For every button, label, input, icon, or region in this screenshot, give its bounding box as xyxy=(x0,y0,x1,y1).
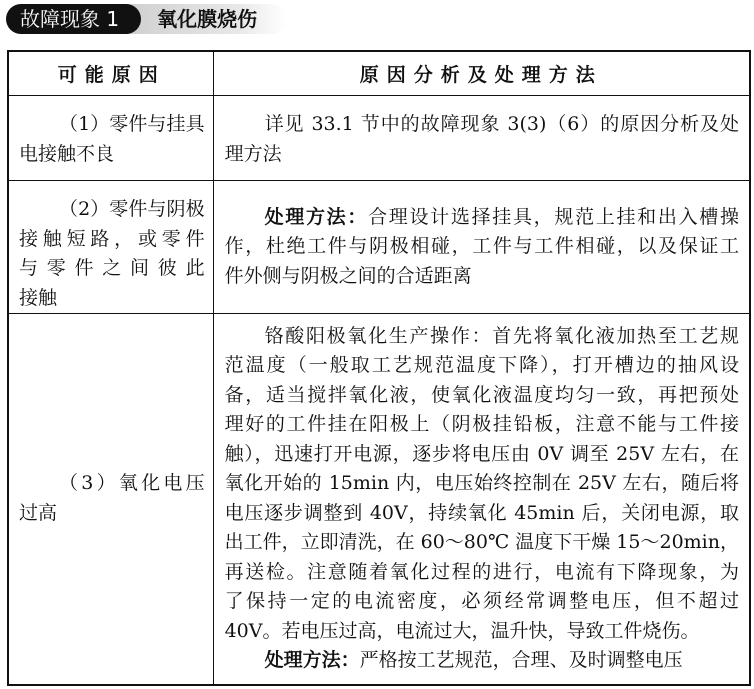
analysis-line: 铬酸阳极氧化生产操作：首先将氧化液加热至工艺规 xyxy=(264,324,739,347)
analysis-line: 件外侧与阴极之间的合适距离 xyxy=(224,264,472,287)
analysis-line xyxy=(225,203,739,233)
analysis-line: 触），迅速打开电源，逐步将电压由 0V 调至 25V 左右，在 xyxy=(224,442,739,465)
analysis-text: 严格按工艺规范，合理、及时调整电压 xyxy=(359,649,683,672)
analysis-line: 了保持一定的电流密度，必须经常调整电压，但不超过 xyxy=(224,590,739,613)
analysis-line: 详见 33.1 节中的故障现象 3(3)（6）的原因分析及处 xyxy=(264,113,739,135)
cause-line: 接触短路，或零件 xyxy=(19,227,205,250)
fault-label: 故障现象 1 xyxy=(6,4,141,34)
column-header-analysis: 原因分析及处理方法 xyxy=(213,51,750,96)
section-badge xyxy=(6,4,287,34)
cause-line: 过高 xyxy=(19,501,58,524)
analysis-line: 理方法 xyxy=(224,142,282,165)
method-label: 处理方法： xyxy=(264,649,360,672)
analysis-line: 作，杜绝工件与阴极相碰，工件与工件相碰，以及保证工 xyxy=(224,235,739,258)
fault-table xyxy=(7,50,751,686)
fault-title: 氧化膜烧伤 xyxy=(125,4,287,34)
table-row xyxy=(8,181,750,314)
cause-cell xyxy=(8,96,213,181)
analysis-line: 40V。若电压过高，电流过大，温升快，导致工件烧伤。 xyxy=(224,619,700,642)
table-header-row xyxy=(8,51,750,96)
analysis-cell xyxy=(213,96,750,181)
cause-line: 接触 xyxy=(19,286,58,309)
cause-line: 与零件之间彼此 xyxy=(19,257,205,279)
analysis-line: 范温度（一般取工艺规范温度下降），打开槽边的抽风设 xyxy=(224,354,739,377)
cause-line: （3）氧化电压 xyxy=(59,472,205,495)
analysis-line: 理好的工件挂在阳极上（阴极挂铅板，注意不能与工件接 xyxy=(224,413,739,436)
method-label: 处理方法： xyxy=(264,205,369,228)
analysis-line: 电压逐步调整到 40V，持续氧化 45min 后，关闭电源，取 xyxy=(224,501,739,524)
table-row xyxy=(8,314,750,685)
analysis-line: 出工件，立即清洗，在 60～80℃ 温度下干燥 15～20min， xyxy=(224,531,739,554)
table-row xyxy=(8,96,750,181)
cause-line: （2）零件与阴极 xyxy=(59,198,205,220)
column-header-cause: 可能原因 xyxy=(8,51,213,96)
analysis-text: 合理设计选择挂具，规范上挂和出入槽操 xyxy=(368,205,739,228)
cause-cell xyxy=(8,181,213,314)
analysis-cell xyxy=(213,181,750,314)
analysis-line: 氧化开始的 15min 内，电压始终控制在 25V 左右，随后将 xyxy=(224,472,739,495)
analysis-cell xyxy=(213,314,750,685)
analysis-line: 再送检。注意随着氧化过程的进行，电流有下降现象，为 xyxy=(224,560,739,583)
cause-line: （1）零件与挂具 xyxy=(59,113,205,135)
analysis-line xyxy=(225,646,739,676)
cause-cell xyxy=(8,314,213,685)
cause-line: 电接触不良 xyxy=(19,142,115,165)
analysis-line: 备，适当搅拌氧化液，使氧化液温度均匀一致，再把预处 xyxy=(224,383,739,406)
